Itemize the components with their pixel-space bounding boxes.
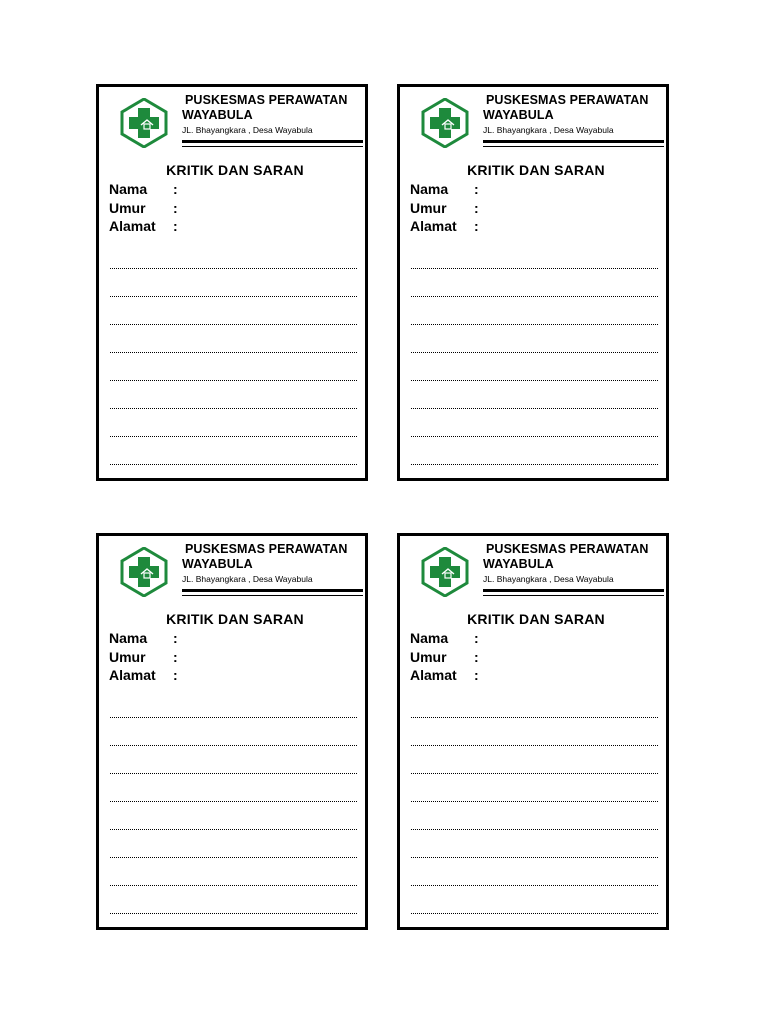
header-divider — [182, 140, 363, 143]
field-colon: : — [474, 630, 479, 646]
writing-line — [411, 408, 658, 409]
org-name: PUSKESMAS PERAWATAN — [486, 542, 649, 556]
writing-line — [411, 352, 658, 353]
field-label-alamat: Alamat — [109, 667, 156, 683]
header-divider — [483, 146, 664, 147]
writing-line — [411, 324, 658, 325]
field-label-umur: Umur — [410, 649, 447, 665]
org-name: PUSKESMAS PERAWATAN — [185, 93, 348, 107]
feedback-card — [96, 84, 368, 481]
writing-line — [110, 829, 357, 830]
field-colon: : — [173, 649, 178, 665]
puskesmas-logo-icon — [420, 547, 470, 597]
field-colon: : — [474, 649, 479, 665]
writing-line — [110, 464, 357, 465]
field-label-umur: Umur — [109, 200, 146, 216]
field-colon: : — [474, 218, 479, 234]
field-colon: : — [173, 218, 178, 234]
writing-line — [411, 745, 658, 746]
form-title: KRITIK DAN SARAN — [166, 611, 304, 627]
org-address: JL. Bhayangkara , Desa Wayabula — [182, 574, 313, 584]
field-label-nama: Nama — [109, 630, 148, 646]
header-divider — [483, 140, 664, 143]
feedback-card — [397, 533, 669, 930]
writing-line — [411, 268, 658, 269]
writing-line — [110, 352, 357, 353]
writing-line — [110, 913, 357, 914]
org-name-line2: WAYABULA — [182, 557, 253, 571]
feedback-card — [397, 84, 669, 481]
writing-line — [110, 717, 357, 718]
writing-line — [110, 324, 357, 325]
writing-line — [110, 745, 357, 746]
writing-line — [411, 801, 658, 802]
writing-line — [411, 296, 658, 297]
field-label-alamat: Alamat — [410, 667, 457, 683]
writing-line — [411, 717, 658, 718]
org-address: JL. Bhayangkara , Desa Wayabula — [483, 125, 614, 135]
feedback-card — [96, 533, 368, 930]
field-colon: : — [173, 200, 178, 216]
org-name: PUSKESMAS PERAWATAN — [486, 93, 649, 107]
header-divider — [483, 589, 664, 592]
writing-line — [411, 885, 658, 886]
form-title: KRITIK DAN SARAN — [467, 611, 605, 627]
writing-line — [110, 436, 357, 437]
field-colon: : — [173, 667, 178, 683]
writing-line — [110, 885, 357, 886]
writing-line — [110, 857, 357, 858]
writing-line — [110, 268, 357, 269]
field-label-nama: Nama — [109, 181, 148, 197]
org-name-line2: WAYABULA — [483, 108, 554, 122]
form-title: KRITIK DAN SARAN — [467, 162, 605, 178]
field-colon: : — [173, 181, 178, 197]
writing-line — [411, 436, 658, 437]
field-label-alamat: Alamat — [410, 218, 457, 234]
org-name-line2: WAYABULA — [483, 557, 554, 571]
puskesmas-logo-icon — [119, 547, 169, 597]
writing-line — [110, 801, 357, 802]
field-colon: : — [474, 200, 479, 216]
header-divider — [483, 595, 664, 596]
header-divider — [182, 146, 363, 147]
writing-line — [110, 380, 357, 381]
writing-line — [110, 408, 357, 409]
field-colon: : — [173, 630, 178, 646]
writing-line — [110, 296, 357, 297]
org-name-line2: WAYABULA — [182, 108, 253, 122]
writing-line — [411, 829, 658, 830]
writing-line — [411, 380, 658, 381]
puskesmas-logo-icon — [119, 98, 169, 148]
puskesmas-logo-icon — [420, 98, 470, 148]
field-label-nama: Nama — [410, 630, 449, 646]
header-divider — [182, 595, 363, 596]
writing-line — [411, 913, 658, 914]
org-address: JL. Bhayangkara , Desa Wayabula — [483, 574, 614, 584]
field-colon: : — [474, 181, 479, 197]
field-colon: : — [474, 667, 479, 683]
field-label-alamat: Alamat — [109, 218, 156, 234]
header-divider — [182, 589, 363, 592]
org-address: JL. Bhayangkara , Desa Wayabula — [182, 125, 313, 135]
field-label-umur: Umur — [109, 649, 146, 665]
writing-line — [110, 773, 357, 774]
field-label-nama: Nama — [410, 181, 449, 197]
writing-line — [411, 857, 658, 858]
org-name: PUSKESMAS PERAWATAN — [185, 542, 348, 556]
writing-line — [411, 464, 658, 465]
writing-line — [411, 773, 658, 774]
form-title: KRITIK DAN SARAN — [166, 162, 304, 178]
field-label-umur: Umur — [410, 200, 447, 216]
